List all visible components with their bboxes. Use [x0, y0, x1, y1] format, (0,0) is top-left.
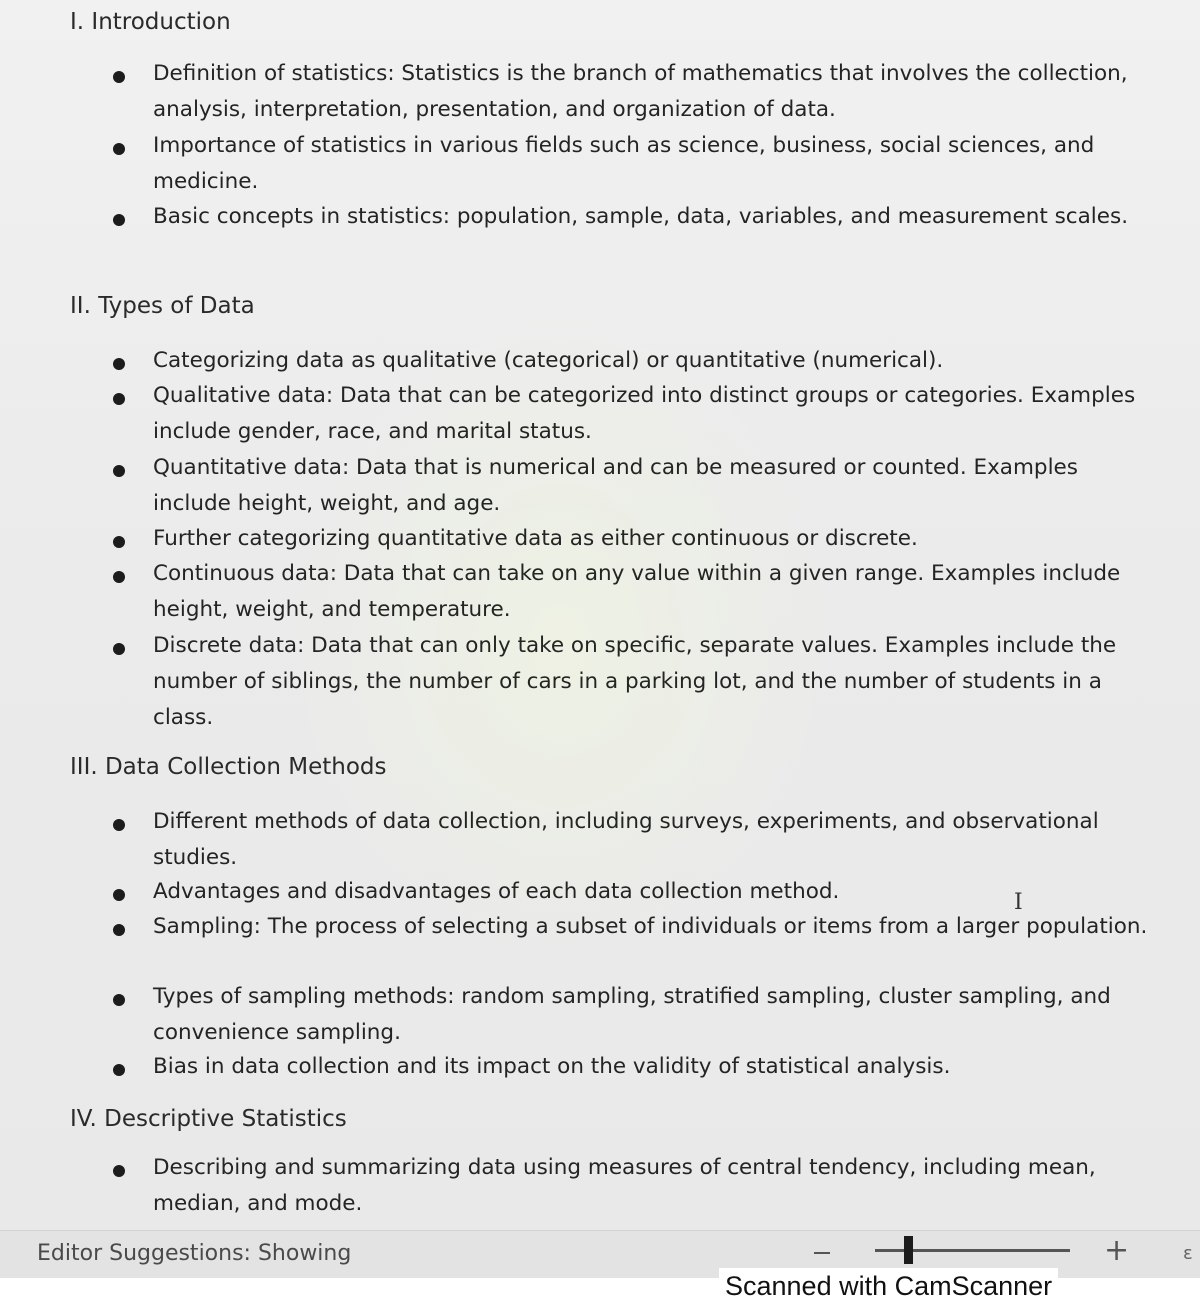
list-item: Advantages and disadvantages of each data collection method.	[153, 879, 840, 904]
section-heading-descriptive-statistics: IV. Descriptive Statistics	[70, 1106, 347, 1132]
list-item: Continuous data: Data that can take on any value within a given range. Examples include height, weight, and temperature.	[153, 561, 1121, 622]
list-item: Describing and summarizing data using measures of central tendency, including mean, median, and mode.	[153, 1155, 1096, 1216]
bullet	[113, 1064, 125, 1076]
list-item: Qualitative data: Data that can be categorized into distinct groups or categories. Examples include gender, race, and marital status.	[153, 383, 1136, 444]
bullet	[113, 71, 125, 83]
list-item: Definition of statistics: Statistics is the branch of mathematics that involves the collection, analysis, interpretation, presentation, and organization of data.	[153, 61, 1128, 122]
edge-icon: ε	[1183, 1243, 1193, 1264]
bullet	[113, 1165, 125, 1177]
bullet	[113, 924, 125, 936]
bullet	[113, 393, 125, 405]
bullet	[113, 358, 125, 370]
list-item: Bias in data collection and its impact on the validity of statistical analysis.	[153, 1054, 951, 1079]
bullet	[113, 889, 125, 901]
list-item: Basic concepts in statistics: population, sample, data, variables, and measurement scales.	[153, 204, 1129, 229]
zoom-in-button[interactable]: +	[1104, 1233, 1130, 1268]
list-item: Further categorizing quantitative data as either continuous or discrete.	[153, 526, 918, 551]
section-heading-types-of-data: II. Types of Data	[70, 293, 255, 319]
bullet	[113, 819, 125, 831]
bullet	[113, 214, 125, 226]
camscanner-watermark: Scanned with CamScanner	[719, 1268, 1058, 1304]
list-item: Quantitative data: Data that is numerical and can be measured or counted. Examples include height, weight, and age.	[153, 455, 1078, 516]
zoom-slider-thumb[interactable]	[904, 1236, 913, 1264]
text-cursor-icon: I	[1014, 890, 1023, 915]
section-heading-introduction: I. Introduction	[70, 9, 231, 35]
bullet	[113, 643, 125, 655]
bullet	[113, 536, 125, 548]
zoom-out-button[interactable]	[812, 1237, 832, 1267]
list-item: Discrete data: Data that can only take on specific, separate values. Examples include the number of siblings, the number of cars in a parking lot, and the number of students in a class.	[153, 633, 1117, 730]
section-heading-data-collection-methods: III. Data Collection Methods	[70, 754, 387, 780]
bullet	[113, 143, 125, 155]
list-item: Categorizing data as qualitative (categorical) or quantitative (numerical).	[153, 348, 944, 373]
list-item: Different methods of data collection, including surveys, experiments, and observational studies.	[153, 809, 1099, 870]
list-item: Types of sampling methods: random sampling, stratified sampling, cluster sampling, and convenience sampling.	[153, 984, 1111, 1045]
bullet	[113, 571, 125, 583]
list-item: Sampling: The process of selecting a subset of individuals or items from a larger population.	[153, 914, 1148, 939]
bullet	[113, 465, 125, 477]
editor-suggestions-status[interactable]: Editor Suggestions: Showing	[37, 1241, 352, 1266]
list-item: Importance of statistics in various fields such as science, business, social sciences, and medicine.	[153, 133, 1095, 194]
bullet	[113, 994, 125, 1006]
